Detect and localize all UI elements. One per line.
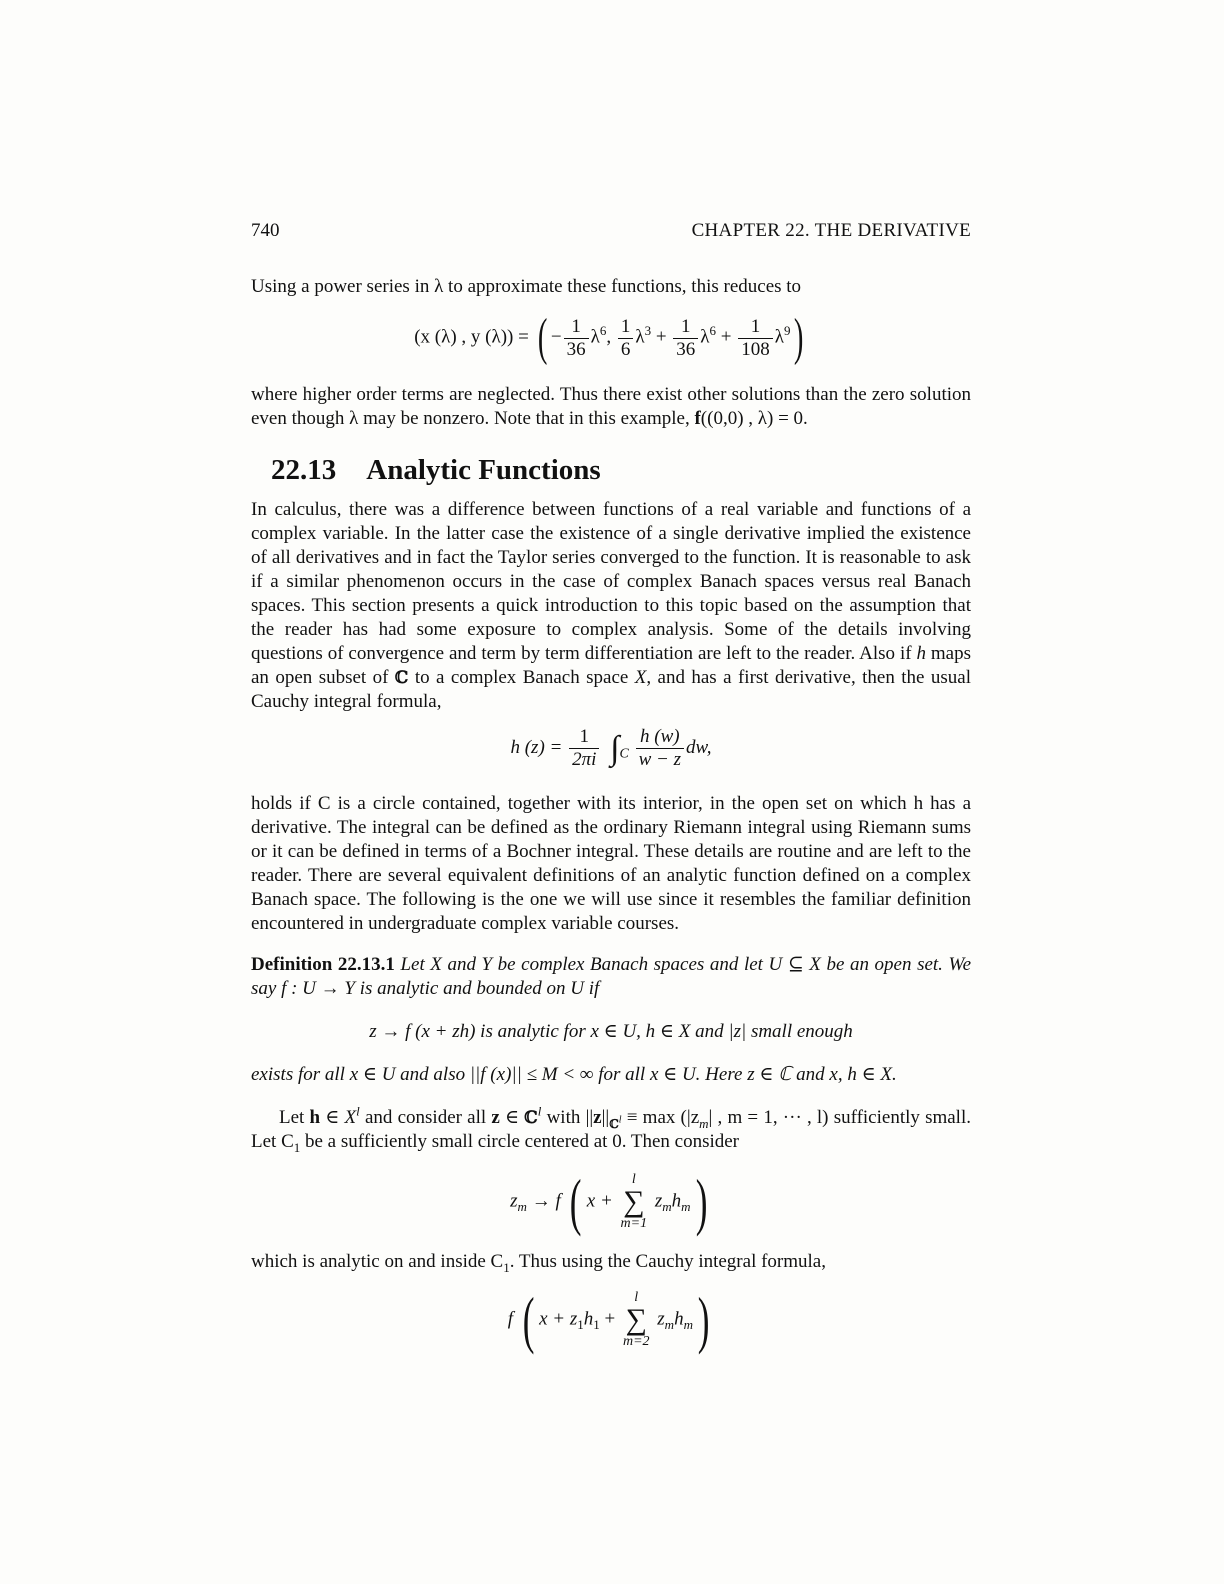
definition-block [251, 953, 971, 1001]
eq1-frac-2: $\frac{1}{6}$ [618, 316, 634, 361]
chapter-title: CHAPTER 22. THE DERIVATIVE [691, 220, 971, 241]
left-paren: ( [537, 309, 548, 366]
integral-sign: ∫ [610, 729, 620, 767]
paragraph-let: Let h ∈ $X^l$ and consider all z ∈ ℂ$^l$ with $||z||_{ℂ^l} \equiv \max (|z_m|$ , m = 1, ··· , l) sufficiently small. Let $C_1$ be a sufficiently small circle centered at 0. Then consider [251, 1103, 971, 1155]
section-title: Analytic Functions [366, 454, 601, 486]
definition-text: Let X and Y be complex Banach spaces and let U ⊆ X be an open set. We say f : U → Y is analytic and bounded on U if [251, 954, 972, 999]
left-paren: ( [522, 1284, 535, 1355]
section-number: 22.13 [271, 454, 337, 486]
definition-after: exists for all x ∈ U and also ||f (x)|| ≤ M < ∞ for all x ∈ U. Here z ∈ ℂ and x, h ∈ X. [251, 1064, 897, 1085]
page-number: 740 [251, 220, 280, 241]
equation-cauchy-integral: h (z) = $\frac{1}{2\pi i}$ $\int_C$ $\frac{h (w)}{w - z}$ dw, [510, 726, 712, 770]
right-paren: ) [794, 309, 804, 366]
eq1-frac-1: $\frac{1}{36}$ [564, 316, 589, 361]
right-paren: ) [695, 1166, 708, 1237]
intro-paragraph: Using a power series in λ to approximate these functions, this reduces to [251, 276, 802, 297]
running-header [251, 220, 971, 242]
paragraph-holds: holds if C is a circle contained, together with its interior, in the open set on which h has a derivative. The integral can be defined as the ordinary Riemann integral using Riemann sums or it can be defined in terms of a Bochner integral. These details are routine and are left to the reader. There are several equivalent definitions of an analytic function defined on a complex Banach space. The following is the one we will use since it resembles the familiar definition encountered in undergraduate complex variable courses. [251, 793, 971, 934]
eq2-integrand: $\frac{h (w)}{w - z}$ [636, 726, 684, 771]
eq2-lhs: h (z) = [510, 736, 563, 758]
eq1-lhs: (x (λ) , y (λ)) = [414, 326, 529, 348]
right-paren: ) [697, 1284, 710, 1355]
equation-zm-map: $z_m \to f$ ( x + l ∑ m=1 $z_mh_m$) [510, 1166, 708, 1237]
eq1-frac-3: $\frac{1}{36}$ [673, 316, 698, 361]
definition-label: Definition 22.13.1 [251, 954, 395, 975]
sum-operator: l ∑ m=2 [622, 1290, 650, 1349]
eq1-frac-4: $\frac{1}{108}$ [738, 316, 773, 361]
sum-operator: l ∑ m=1 [620, 1172, 648, 1231]
section-heading [271, 454, 601, 487]
eq2-frac: $\frac{1}{2\pi i}$ [569, 726, 599, 771]
section-paragraph: In calculus, there was a difference between functions of a real variable and functions of a complex variable. In the latter case the existence of a single derivative implied the existence of all derivatives and in fact the Taylor series converged to the function. It is reasonable to ask if a similar phenomenon occurs in the case of complex Banach spaces versus real Banach spaces. This section presents a quick introduction to this topic based on the assumption that the reader has had some exposure to complex analysis. Some of the details involving questions of convergence and term by term differentiation are left to the reader. Also if h maps an open subset of ℂ to a complex Banach space X, and has a first derivative, then the usual Cauchy integral formula, [251, 499, 972, 712]
paragraph-after-eq1: where higher order terms are neglected. Thus there exist other solutions than the zero solution even though λ may be nonzero. Note that in this example, f((0,0) , λ) = 0. [251, 384, 971, 429]
equation-power-series: (x (λ) , y (λ)) = ( − $\frac{1}{36}$ $\lambda^6$, $\frac{1}{6}$ $\lambda^3$ + $\frac{1}{36}$ $\lambda^6$ + $\frac{1}{108}$ $\lambda^9$) [414, 309, 804, 366]
equation-f-expansion: f ( $x + z_1h_1$ + l ∑ m=2 $z_mh_m$) [507, 1284, 710, 1355]
paragraph-which: which is analytic on and inside $C_1$. Thus using the Cauchy integral formula, [251, 1251, 826, 1275]
left-paren: ( [570, 1166, 582, 1237]
definition-display: z → f (x + zh) is analytic for x ∈ U, h ∈ X and |z| small enough [369, 1021, 853, 1042]
